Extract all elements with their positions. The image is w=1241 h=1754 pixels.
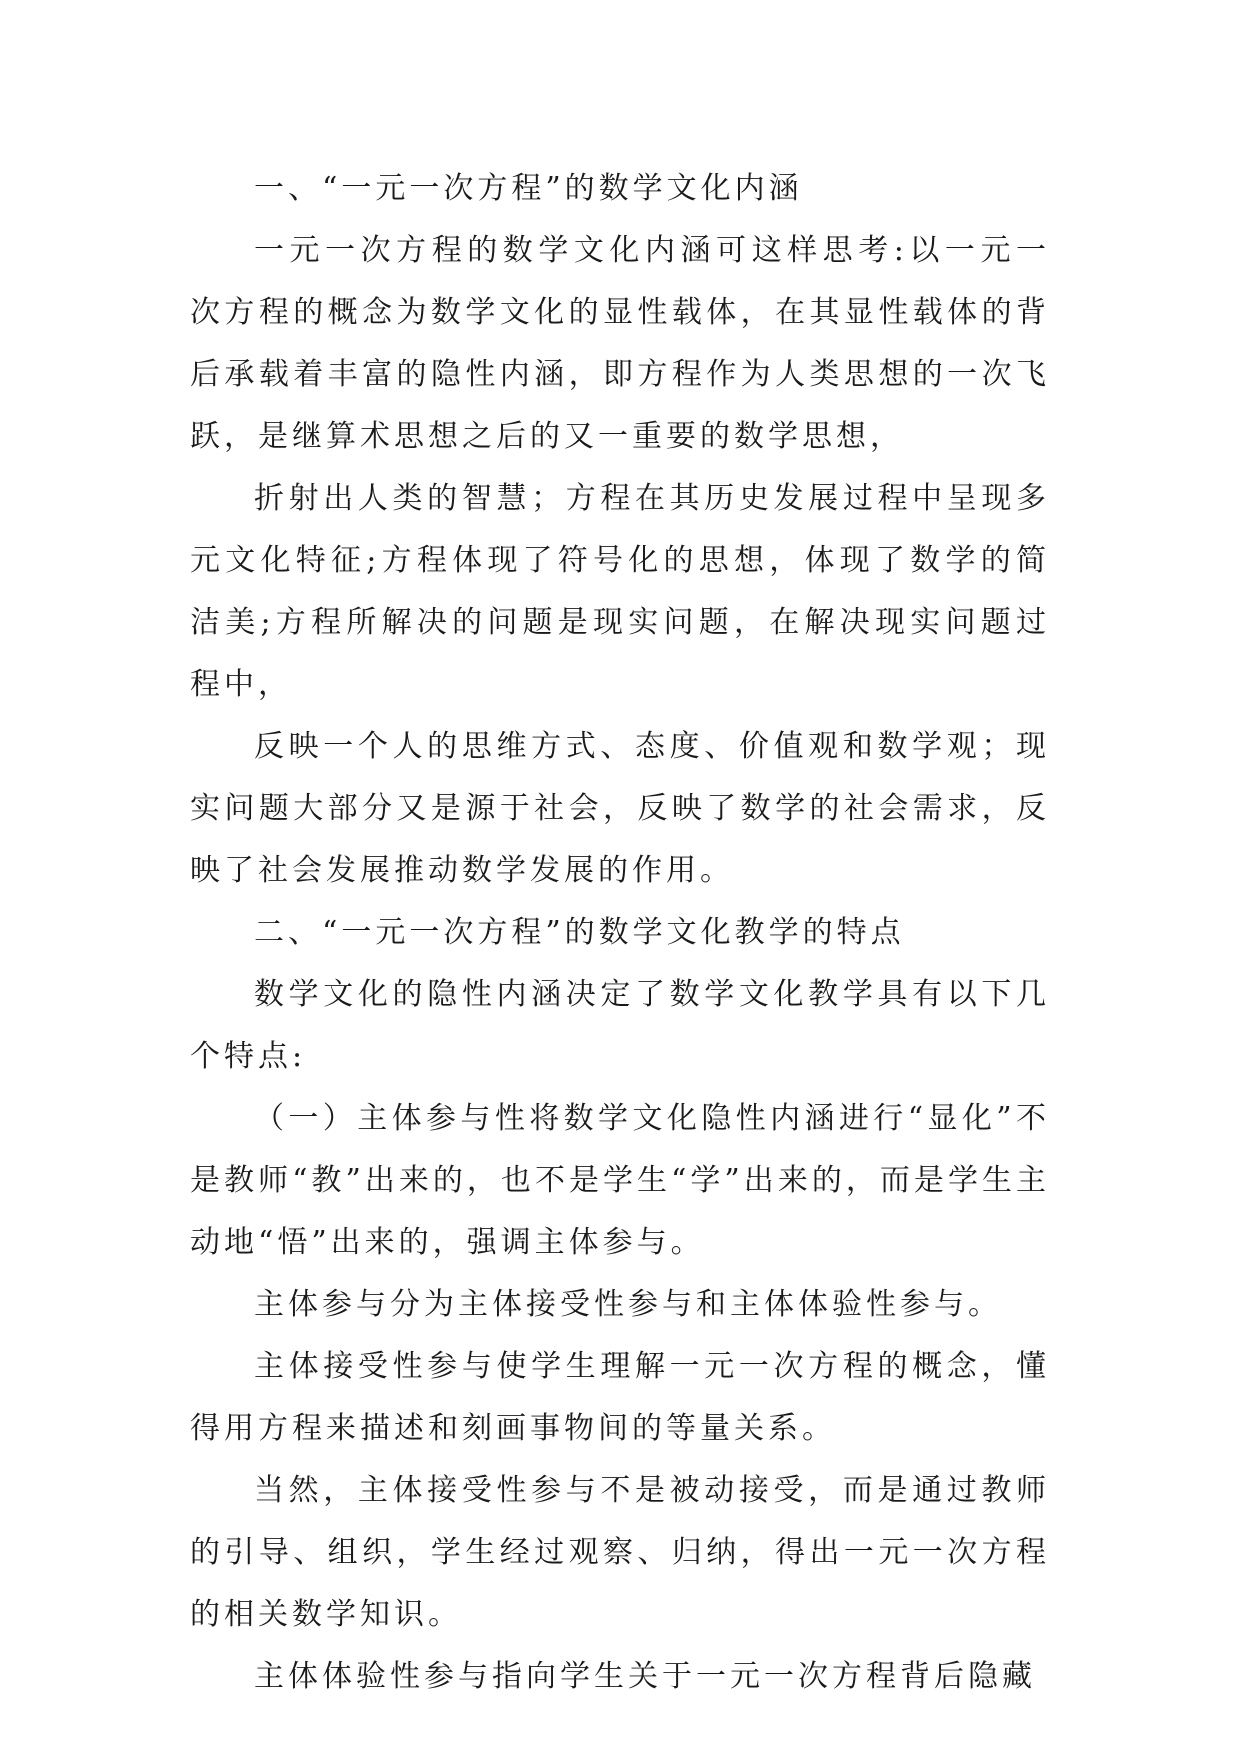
paragraph: 主体接受性参与使学生理解一元一次方程的概念，懂得用方程来描述和刻画事物间的等量关系。 [190,1349,1050,1446]
subsection-paragraph: （一）主体参与性将数学文化隐性内涵进行“显化”不是教师“教”出来的，也不是学生“学”出来的，而是学生主动地“悟”出来的，强调主体参与。 [190,1101,1050,1260]
paragraph: 主体参与分为主体接受性参与和主体体验性参与。 [254,1287,1002,1322]
paragraph: 当然，主体接受性参与不是被动接受，而是通过教师的引导、组织，学生经过观察、归纳，得出一元一次方程的相关数学知识。 [190,1473,1050,1632]
paragraph: 反映一个人的思维方式、态度、价值观和数学观；现实问题大部分又是源于社会，反映了数学的社会需求，反映了社会发展推动数学发展的作用。 [190,729,1050,888]
paragraph: 一元一次方程的数学文化内涵可这样思考:以一元一次方程的概念为数学文化的显性载体，在其显性载体的背后承载着丰富的隐性内涵，即方程作为人类思想的一次飞跃，是继算术思想之后的又一重要的数学思想， [190,233,1050,454]
section-heading-2: 二、“一元一次方程”的数学文化教学的特点 [254,915,905,950]
paragraph: 主体体验性参与指向学生关于一元一次方程背后隐藏 [254,1659,1036,1694]
paragraph: 数学文化的隐性内涵决定了数学文化教学具有以下几个特点: [190,977,1050,1074]
section-heading-1: 一、“一元一次方程”的数学文化内涵 [254,171,803,206]
document-body [190,158,1050,1708]
paragraph: 折射出人类的智慧；方程在其历史发展过程中呈现多元文化特征;方程体现了符号化的思想，体现了数学的简洁美;方程所解决的问题是现实问题，在解决现实问题过程中， [190,481,1050,702]
